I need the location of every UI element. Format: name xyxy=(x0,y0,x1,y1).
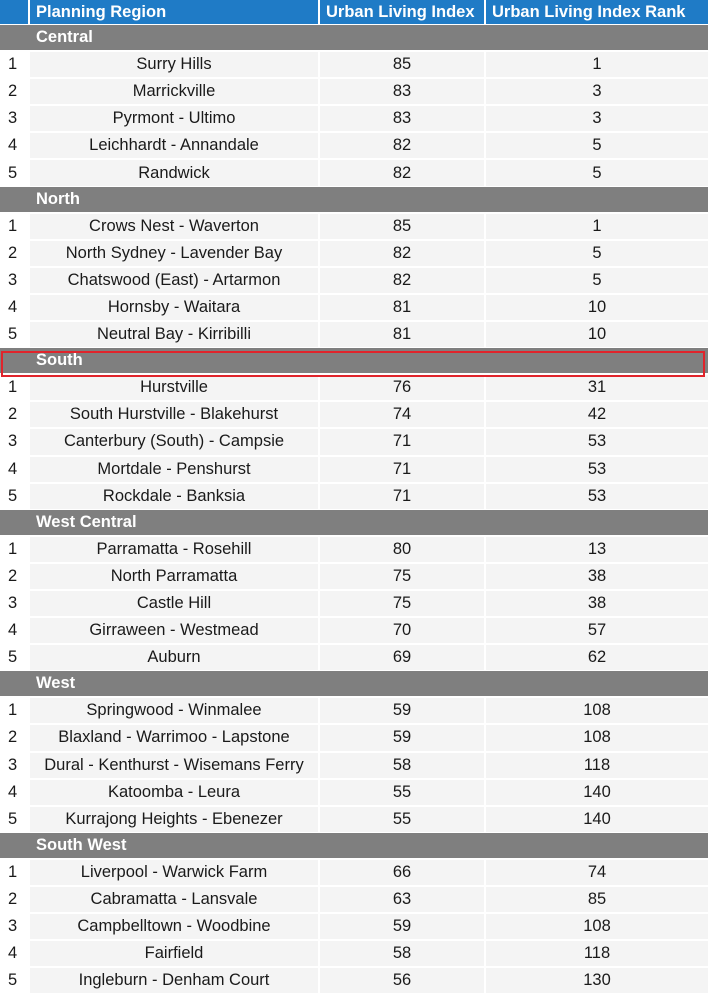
row-urban-living-index: 82 xyxy=(320,239,486,266)
table-row xyxy=(0,562,708,589)
table-row xyxy=(0,320,708,347)
group-spacer xyxy=(0,832,30,858)
row-urban-living-index: 71 xyxy=(320,482,486,509)
row-rank: 2 xyxy=(0,562,30,589)
row-urban-living-index-rank: 130 xyxy=(486,966,708,993)
row-planning-region: Dural - Kenthurst - Wisemans Ferry xyxy=(30,751,320,778)
row-urban-living-index: 85 xyxy=(320,212,486,239)
row-rank: 5 xyxy=(0,320,30,347)
row-urban-living-index: 75 xyxy=(320,562,486,589)
row-urban-living-index-rank: 38 xyxy=(486,562,708,589)
table-row xyxy=(0,77,708,104)
row-urban-living-index-rank: 5 xyxy=(486,239,708,266)
row-urban-living-index-rank: 10 xyxy=(486,320,708,347)
row-urban-living-index: 83 xyxy=(320,77,486,104)
row-urban-living-index-rank: 1 xyxy=(486,50,708,77)
table-row xyxy=(0,912,708,939)
row-urban-living-index: 85 xyxy=(320,50,486,77)
row-planning-region: South Hurstville - Blakehurst xyxy=(30,400,320,427)
row-rank: 3 xyxy=(0,104,30,131)
group-row xyxy=(0,832,708,858)
row-rank: 1 xyxy=(0,858,30,885)
table-row xyxy=(0,805,708,832)
row-rank: 1 xyxy=(0,373,30,400)
row-planning-region: Blaxland - Warrimoo - Lapstone xyxy=(30,723,320,750)
group-spacer xyxy=(0,509,30,535)
row-rank: 4 xyxy=(0,293,30,320)
table-row xyxy=(0,643,708,670)
header-rank xyxy=(0,0,30,24)
row-planning-region: Campbelltown - Woodbine xyxy=(30,912,320,939)
row-planning-region: North Parramatta xyxy=(30,562,320,589)
table-row xyxy=(0,266,708,293)
row-urban-living-index: 80 xyxy=(320,535,486,562)
row-rank: 5 xyxy=(0,482,30,509)
row-rank: 1 xyxy=(0,696,30,723)
table-row xyxy=(0,239,708,266)
row-planning-region: Canterbury (South) - Campsie xyxy=(30,427,320,454)
table-row xyxy=(0,589,708,616)
row-planning-region: North Sydney - Lavender Bay xyxy=(30,239,320,266)
row-urban-living-index-rank: 108 xyxy=(486,723,708,750)
row-planning-region: Leichhardt - Annandale xyxy=(30,131,320,158)
row-urban-living-index-rank: 62 xyxy=(486,643,708,670)
row-planning-region: Castle Hill xyxy=(30,589,320,616)
row-urban-living-index-rank: 1 xyxy=(486,212,708,239)
group-name: Central xyxy=(30,24,708,50)
row-planning-region: Hornsby - Waitara xyxy=(30,293,320,320)
row-planning-region: Crows Nest - Waverton xyxy=(30,212,320,239)
row-rank: 2 xyxy=(0,239,30,266)
row-urban-living-index: 81 xyxy=(320,293,486,320)
row-urban-living-index: 59 xyxy=(320,696,486,723)
table-row xyxy=(0,427,708,454)
table-row xyxy=(0,885,708,912)
group-name: North xyxy=(30,186,708,212)
row-urban-living-index-rank: 13 xyxy=(486,535,708,562)
row-rank: 1 xyxy=(0,50,30,77)
row-rank: 3 xyxy=(0,589,30,616)
row-urban-living-index: 59 xyxy=(320,912,486,939)
group-spacer xyxy=(0,24,30,50)
row-urban-living-index: 70 xyxy=(320,616,486,643)
group-spacer xyxy=(0,670,30,696)
row-urban-living-index: 55 xyxy=(320,805,486,832)
row-planning-region: Springwood - Winmalee xyxy=(30,696,320,723)
row-rank: 2 xyxy=(0,400,30,427)
row-urban-living-index-rank: 140 xyxy=(486,778,708,805)
row-rank: 2 xyxy=(0,885,30,912)
row-urban-living-index-rank: 5 xyxy=(486,131,708,158)
row-urban-living-index: 82 xyxy=(320,158,486,185)
table-body xyxy=(0,24,708,993)
row-urban-living-index-rank: 85 xyxy=(486,885,708,912)
row-planning-region: Cabramatta - Lansvale xyxy=(30,885,320,912)
table-row xyxy=(0,131,708,158)
table-row xyxy=(0,778,708,805)
row-urban-living-index-rank: 140 xyxy=(486,805,708,832)
row-urban-living-index: 75 xyxy=(320,589,486,616)
row-planning-region: Katoomba - Leura xyxy=(30,778,320,805)
row-rank: 3 xyxy=(0,427,30,454)
table-header xyxy=(0,0,708,24)
row-urban-living-index-rank: 5 xyxy=(486,158,708,185)
row-rank: 5 xyxy=(0,966,30,993)
row-rank: 4 xyxy=(0,455,30,482)
row-planning-region: Fairfield xyxy=(30,939,320,966)
row-planning-region: Chatswood (East) - Artarmon xyxy=(30,266,320,293)
header-planning-region: Planning Region xyxy=(30,0,320,24)
group-row xyxy=(0,186,708,212)
row-urban-living-index-rank: 3 xyxy=(486,77,708,104)
row-urban-living-index-rank: 118 xyxy=(486,751,708,778)
table-row xyxy=(0,50,708,77)
row-rank: 4 xyxy=(0,131,30,158)
table-row xyxy=(0,482,708,509)
group-name: South West xyxy=(30,832,708,858)
table-row xyxy=(0,535,708,562)
row-urban-living-index-rank: 38 xyxy=(486,589,708,616)
row-urban-living-index: 55 xyxy=(320,778,486,805)
table-row xyxy=(0,212,708,239)
row-urban-living-index-rank: 31 xyxy=(486,373,708,400)
row-urban-living-index-rank: 108 xyxy=(486,912,708,939)
row-rank: 5 xyxy=(0,158,30,185)
table-row xyxy=(0,966,708,993)
row-rank: 3 xyxy=(0,912,30,939)
row-urban-living-index: 71 xyxy=(320,455,486,482)
group-name: West Central xyxy=(30,509,708,535)
row-rank: 2 xyxy=(0,77,30,104)
row-urban-living-index: 76 xyxy=(320,373,486,400)
row-rank: 1 xyxy=(0,212,30,239)
row-planning-region: Marrickville xyxy=(30,77,320,104)
table-row xyxy=(0,751,708,778)
row-urban-living-index-rank: 10 xyxy=(486,293,708,320)
row-rank: 3 xyxy=(0,266,30,293)
row-urban-living-index: 83 xyxy=(320,104,486,131)
row-rank: 4 xyxy=(0,778,30,805)
row-planning-region: Pyrmont - Ultimo xyxy=(30,104,320,131)
row-urban-living-index-rank: 53 xyxy=(486,427,708,454)
row-urban-living-index: 82 xyxy=(320,131,486,158)
row-urban-living-index-rank: 53 xyxy=(486,482,708,509)
row-planning-region: Parramatta - Rosehill xyxy=(30,535,320,562)
row-urban-living-index: 69 xyxy=(320,643,486,670)
table-row xyxy=(0,455,708,482)
row-urban-living-index-rank: 42 xyxy=(486,400,708,427)
row-urban-living-index: 74 xyxy=(320,400,486,427)
row-urban-living-index-rank: 3 xyxy=(486,104,708,131)
row-urban-living-index-rank: 5 xyxy=(486,266,708,293)
table-row xyxy=(0,858,708,885)
row-urban-living-index: 66 xyxy=(320,858,486,885)
header-urban-living-index: Urban Living Index xyxy=(320,0,486,24)
group-row xyxy=(0,509,708,535)
table-row xyxy=(0,373,708,400)
table-row xyxy=(0,158,708,185)
table-row xyxy=(0,696,708,723)
table-row xyxy=(0,400,708,427)
row-rank: 5 xyxy=(0,805,30,832)
group-spacer xyxy=(0,186,30,212)
row-urban-living-index: 58 xyxy=(320,751,486,778)
group-row xyxy=(0,347,708,373)
row-planning-region: Liverpool - Warwick Farm xyxy=(30,858,320,885)
table-row xyxy=(0,723,708,750)
row-urban-living-index-rank: 118 xyxy=(486,939,708,966)
row-urban-living-index-rank: 53 xyxy=(486,455,708,482)
row-planning-region: Surry Hills xyxy=(30,50,320,77)
row-urban-living-index: 59 xyxy=(320,723,486,750)
row-planning-region: Mortdale - Penshurst xyxy=(30,455,320,482)
row-planning-region: Ingleburn - Denham Court xyxy=(30,966,320,993)
group-name: South xyxy=(30,347,708,373)
row-planning-region: Auburn xyxy=(30,643,320,670)
row-rank: 1 xyxy=(0,535,30,562)
group-name: West xyxy=(30,670,708,696)
row-rank: 4 xyxy=(0,939,30,966)
header-urban-living-index-rank: Urban Living Index Rank xyxy=(486,0,708,24)
row-planning-region: Girraween - Westmead xyxy=(30,616,320,643)
row-planning-region: Neutral Bay - Kirribilli xyxy=(30,320,320,347)
table-row xyxy=(0,616,708,643)
row-planning-region: Rockdale - Banksia xyxy=(30,482,320,509)
row-planning-region: Hurstville xyxy=(30,373,320,400)
row-urban-living-index: 63 xyxy=(320,885,486,912)
row-urban-living-index-rank: 108 xyxy=(486,696,708,723)
row-urban-living-index: 81 xyxy=(320,320,486,347)
row-urban-living-index-rank: 57 xyxy=(486,616,708,643)
table-row xyxy=(0,939,708,966)
row-planning-region: Randwick xyxy=(30,158,320,185)
row-urban-living-index: 71 xyxy=(320,427,486,454)
row-urban-living-index-rank: 74 xyxy=(486,858,708,885)
row-rank: 3 xyxy=(0,751,30,778)
group-row xyxy=(0,670,708,696)
table-row xyxy=(0,293,708,320)
header-row xyxy=(0,0,708,24)
group-row xyxy=(0,24,708,50)
row-urban-living-index: 56 xyxy=(320,966,486,993)
row-rank: 2 xyxy=(0,723,30,750)
row-urban-living-index: 82 xyxy=(320,266,486,293)
row-rank: 5 xyxy=(0,643,30,670)
row-planning-region: Kurrajong Heights - Ebenezer xyxy=(30,805,320,832)
table-row xyxy=(0,104,708,131)
group-spacer xyxy=(0,347,30,373)
row-urban-living-index: 58 xyxy=(320,939,486,966)
row-rank: 4 xyxy=(0,616,30,643)
